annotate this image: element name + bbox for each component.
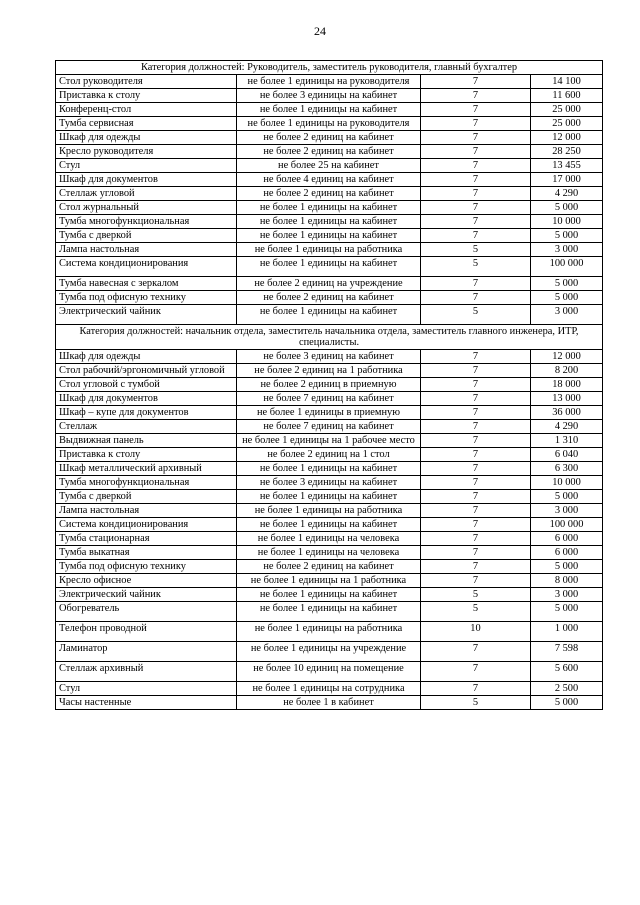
quantity-norm-cell: не более 1 единицы на кабинет (237, 229, 421, 243)
price-cell: 17 000 (531, 173, 603, 187)
service-life-cell: 7 (421, 131, 531, 145)
table-row (56, 257, 603, 277)
table-row (56, 448, 603, 462)
item-name-cell: Ламинатор (56, 642, 237, 662)
item-name-cell: Тумба выкатная (56, 546, 237, 560)
item-name-cell: Шкаф для документов (56, 392, 237, 406)
price-cell: 5 000 (531, 229, 603, 243)
quantity-norm-cell: не более 1 единицы на кабинет (237, 257, 421, 277)
table-row (56, 173, 603, 187)
table-row (56, 117, 603, 131)
service-life-cell: 7 (421, 201, 531, 215)
item-name-cell: Стол журнальный (56, 201, 237, 215)
service-life-cell: 7 (421, 518, 531, 532)
item-name-cell: Стол угловой с тумбой (56, 378, 237, 392)
price-cell: 5 000 (531, 490, 603, 504)
service-life-cell: 7 (421, 462, 531, 476)
price-cell: 100 000 (531, 518, 603, 532)
item-name-cell: Тумба навесная с зеркалом (56, 277, 237, 291)
table-row (56, 490, 603, 504)
item-name-cell: Шкаф металлический архивный (56, 462, 237, 476)
quantity-norm-cell: не более 2 единиц на кабинет (237, 291, 421, 305)
price-cell: 12 000 (531, 131, 603, 145)
item-name-cell: Стол руководителя (56, 75, 237, 89)
quantity-norm-cell: не более 3 единицы на кабинет (237, 89, 421, 103)
table-row (56, 201, 603, 215)
table-row (56, 364, 603, 378)
quantity-norm-cell: не более 25 на кабинет (237, 159, 421, 173)
table-row (56, 476, 603, 490)
service-life-cell: 7 (421, 574, 531, 588)
quantity-norm-cell: не более 1 единицы на учреждение (237, 642, 421, 662)
service-life-cell: 5 (421, 588, 531, 602)
price-cell: 5 600 (531, 662, 603, 682)
service-life-cell: 5 (421, 257, 531, 277)
quantity-norm-cell: не более 1 единицы на кабинет (237, 588, 421, 602)
table-row (56, 588, 603, 602)
category-row (56, 61, 603, 75)
table-row (56, 378, 603, 392)
quantity-norm-cell: не более 3 единицы на кабинет (237, 476, 421, 490)
quantity-norm-cell: не более 4 единиц на кабинет (237, 173, 421, 187)
item-name-cell: Стеллаж архивный (56, 662, 237, 682)
table-row (56, 434, 603, 448)
quantity-norm-cell: не более 1 единицы на человека (237, 546, 421, 560)
item-name-cell: Стул (56, 682, 237, 696)
item-name-cell: Стул (56, 159, 237, 173)
quantity-norm-cell: не более 1 единицы на кабинет (237, 518, 421, 532)
item-name-cell: Стол рабочий/эргономичный угловой (56, 364, 237, 378)
table-row (56, 75, 603, 89)
price-cell: 11 600 (531, 89, 603, 103)
item-name-cell: Стеллаж угловой (56, 187, 237, 201)
quantity-norm-cell: не более 1 единицы на работника (237, 504, 421, 518)
price-cell: 13 455 (531, 159, 603, 173)
item-name-cell: Система кондиционирования (56, 518, 237, 532)
service-life-cell: 7 (421, 642, 531, 662)
service-life-cell: 7 (421, 364, 531, 378)
price-cell: 5 000 (531, 277, 603, 291)
service-life-cell: 7 (421, 277, 531, 291)
quantity-norm-cell: не более 2 единиц на учреждение (237, 277, 421, 291)
service-life-cell: 5 (421, 305, 531, 325)
price-cell: 6 040 (531, 448, 603, 462)
quantity-norm-cell: не более 1 единицы на 1 рабочее место (237, 434, 421, 448)
service-life-cell: 7 (421, 434, 531, 448)
service-life-cell: 7 (421, 159, 531, 173)
price-cell: 5 000 (531, 560, 603, 574)
item-name-cell: Шкаф для одежды (56, 131, 237, 145)
item-name-cell: Стеллаж (56, 420, 237, 434)
quantity-norm-cell: не более 1 единицы на сотрудника (237, 682, 421, 696)
table-row (56, 243, 603, 257)
table-row (56, 305, 603, 325)
table-row (56, 277, 603, 291)
service-life-cell: 7 (421, 173, 531, 187)
item-name-cell: Тумба стационарная (56, 532, 237, 546)
price-cell: 1 000 (531, 622, 603, 642)
quantity-norm-cell: не более 1 единицы на кабинет (237, 305, 421, 325)
service-life-cell: 7 (421, 291, 531, 305)
service-life-cell: 7 (421, 662, 531, 682)
quantity-norm-cell: не более 1 единицы на кабинет (237, 602, 421, 622)
item-name-cell: Кресло руководителя (56, 145, 237, 159)
table-row (56, 215, 603, 229)
item-name-cell: Приставка к столу (56, 89, 237, 103)
quantity-norm-cell: не более 1 единицы на кабинет (237, 201, 421, 215)
service-life-cell: 7 (421, 350, 531, 364)
table-row (56, 662, 603, 682)
price-cell: 10 000 (531, 476, 603, 490)
item-name-cell: Электрический чайник (56, 588, 237, 602)
quantity-norm-cell: не более 7 единиц на кабинет (237, 392, 421, 406)
table-row (56, 350, 603, 364)
item-name-cell: Тумба многофункциональная (56, 215, 237, 229)
quantity-norm-cell: не более 1 единицы на 1 работника (237, 574, 421, 588)
quantity-norm-cell: не более 2 единиц на кабинет (237, 131, 421, 145)
item-name-cell: Электрический чайник (56, 305, 237, 325)
service-life-cell: 5 (421, 696, 531, 710)
service-life-cell: 7 (421, 392, 531, 406)
table-row (56, 532, 603, 546)
table-row (56, 229, 603, 243)
price-cell: 25 000 (531, 117, 603, 131)
service-life-cell: 7 (421, 448, 531, 462)
quantity-norm-cell: не более 1 единицы на работника (237, 622, 421, 642)
item-name-cell: Система кондиционирования (56, 257, 237, 277)
item-name-cell: Часы настенные (56, 696, 237, 710)
item-name-cell: Обогреватель (56, 602, 237, 622)
quantity-norm-cell: не более 2 единиц на кабинет (237, 187, 421, 201)
table-row (56, 518, 603, 532)
price-cell: 5 000 (531, 291, 603, 305)
price-cell: 28 250 (531, 145, 603, 159)
price-cell: 7 598 (531, 642, 603, 662)
page-number: 24 (314, 24, 326, 38)
service-life-cell: 7 (421, 490, 531, 504)
service-life-cell: 7 (421, 75, 531, 89)
table-row (56, 642, 603, 662)
item-name-cell: Лампа настольная (56, 504, 237, 518)
service-life-cell: 5 (421, 243, 531, 257)
quantity-norm-cell: не более 1 единицы на кабинет (237, 462, 421, 476)
price-cell: 25 000 (531, 103, 603, 117)
item-name-cell: Тумба с дверкой (56, 490, 237, 504)
table-row (56, 560, 603, 574)
item-name-cell: Лампа настольная (56, 243, 237, 257)
price-cell: 36 000 (531, 406, 603, 420)
price-cell: 5 000 (531, 696, 603, 710)
item-name-cell: Выдвижная панель (56, 434, 237, 448)
service-life-cell: 10 (421, 622, 531, 642)
quantity-norm-cell: не более 1 единицы на руководителя (237, 117, 421, 131)
table-row (56, 504, 603, 518)
price-cell: 5 000 (531, 602, 603, 622)
service-life-cell: 7 (421, 504, 531, 518)
item-name-cell: Кресло офисное (56, 574, 237, 588)
table-row (56, 103, 603, 117)
price-cell: 3 000 (531, 243, 603, 257)
service-life-cell: 7 (421, 117, 531, 131)
furniture-norms-table (55, 60, 603, 710)
quantity-norm-cell: не более 2 единиц на кабинет (237, 145, 421, 159)
item-name-cell: Конференц-стол (56, 103, 237, 117)
item-name-cell: Тумба под офисную технику (56, 560, 237, 574)
item-name-cell: Приставка к столу (56, 448, 237, 462)
price-cell: 1 310 (531, 434, 603, 448)
table-row (56, 145, 603, 159)
price-cell: 4 290 (531, 420, 603, 434)
norms-table-body (56, 61, 603, 710)
price-cell: 4 290 (531, 187, 603, 201)
quantity-norm-cell: не более 2 единиц на 1 стол (237, 448, 421, 462)
quantity-norm-cell: не более 1 единицы на кабинет (237, 490, 421, 504)
quantity-norm-cell: не более 1 в кабинет (237, 696, 421, 710)
price-cell: 12 000 (531, 350, 603, 364)
table-row (56, 291, 603, 305)
item-name-cell: Шкаф для документов (56, 173, 237, 187)
item-name-cell: Шкаф – купе для документов (56, 406, 237, 420)
service-life-cell: 7 (421, 378, 531, 392)
table-row (56, 187, 603, 201)
item-name-cell: Шкаф для одежды (56, 350, 237, 364)
quantity-norm-cell: не более 1 единицы на руководителя (237, 75, 421, 89)
service-life-cell: 7 (421, 215, 531, 229)
table-row (56, 392, 603, 406)
price-cell: 10 000 (531, 215, 603, 229)
service-life-cell: 7 (421, 89, 531, 103)
price-cell: 3 000 (531, 504, 603, 518)
item-name-cell: Тумба сервисная (56, 117, 237, 131)
quantity-norm-cell: не более 1 единицы на кабинет (237, 215, 421, 229)
price-cell: 6 300 (531, 462, 603, 476)
service-life-cell: 7 (421, 532, 531, 546)
service-life-cell: 7 (421, 187, 531, 201)
quantity-norm-cell: не более 1 единицы на человека (237, 532, 421, 546)
service-life-cell: 7 (421, 682, 531, 696)
price-cell: 100 000 (531, 257, 603, 277)
service-life-cell: 7 (421, 229, 531, 243)
price-cell: 6 000 (531, 532, 603, 546)
service-life-cell: 7 (421, 406, 531, 420)
price-cell: 8 000 (531, 574, 603, 588)
quantity-norm-cell: не более 2 единиц на кабинет (237, 560, 421, 574)
table-row (56, 546, 603, 560)
category-heading: Категория должностей: Руководитель, заместитель руководителя, главный бухгалтер (56, 61, 603, 75)
table-row (56, 420, 603, 434)
quantity-norm-cell: не более 7 единиц на кабинет (237, 420, 421, 434)
table-row (56, 574, 603, 588)
price-cell: 14 100 (531, 75, 603, 89)
quantity-norm-cell: не более 1 единицы в приемную (237, 406, 421, 420)
price-cell: 3 000 (531, 305, 603, 325)
item-name-cell: Тумба с дверкой (56, 229, 237, 243)
category-heading: Категория должностей: начальник отдела, заместитель начальника отдела, заместитель главного инженера, ИТР, специалисты. (56, 325, 603, 350)
table-row (56, 462, 603, 476)
service-life-cell: 7 (421, 560, 531, 574)
price-cell: 8 200 (531, 364, 603, 378)
price-cell: 18 000 (531, 378, 603, 392)
quantity-norm-cell: не более 2 единиц на 1 работника (237, 364, 421, 378)
quantity-norm-cell: не более 1 единицы на работника (237, 243, 421, 257)
price-cell: 6 000 (531, 546, 603, 560)
category-row (56, 325, 603, 350)
table-row (56, 89, 603, 103)
table-row (56, 622, 603, 642)
price-cell: 5 000 (531, 201, 603, 215)
item-name-cell: Тумба многофункциональная (56, 476, 237, 490)
service-life-cell: 7 (421, 145, 531, 159)
quantity-norm-cell: не более 3 единиц на кабинет (237, 350, 421, 364)
table-row (56, 696, 603, 710)
table-row (56, 602, 603, 622)
quantity-norm-cell: не более 1 единицы на кабинет (237, 103, 421, 117)
service-life-cell: 7 (421, 103, 531, 117)
table-row (56, 682, 603, 696)
price-cell: 3 000 (531, 588, 603, 602)
item-name-cell: Телефон проводной (56, 622, 237, 642)
service-life-cell: 7 (421, 420, 531, 434)
service-life-cell: 7 (421, 546, 531, 560)
service-life-cell: 7 (421, 476, 531, 490)
table-row (56, 406, 603, 420)
quantity-norm-cell: не более 10 единиц на помещение (237, 662, 421, 682)
service-life-cell: 5 (421, 602, 531, 622)
table-row (56, 159, 603, 173)
price-cell: 2 500 (531, 682, 603, 696)
table-row (56, 131, 603, 145)
item-name-cell: Тумба под офисную технику (56, 291, 237, 305)
price-cell: 13 000 (531, 392, 603, 406)
quantity-norm-cell: не более 2 единиц в приемную (237, 378, 421, 392)
